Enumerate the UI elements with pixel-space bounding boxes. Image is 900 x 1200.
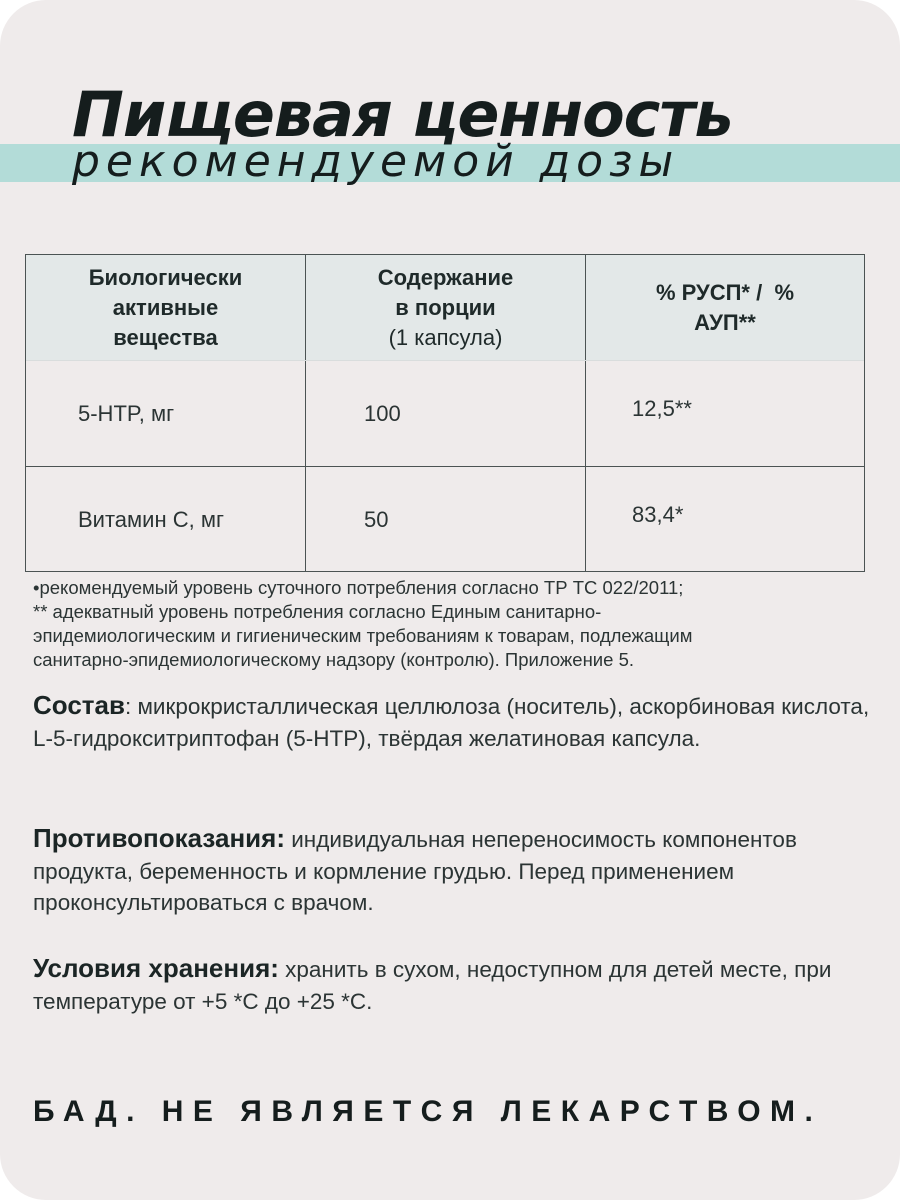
contraindications-section	[33, 823, 873, 919]
header-content	[305, 255, 585, 360]
cell-percent: 12,5**	[585, 361, 864, 467]
nutrition-table	[25, 254, 865, 572]
header-percent	[585, 255, 864, 360]
cell-amount: 100	[305, 361, 585, 467]
composition-label: Состав	[33, 690, 125, 720]
header-content-line: Содержание	[377, 264, 514, 290]
contraindications-text: индивидуальная непереносимость компонентов продукта, беременность и кормление грудью. Перед применением проконсультироваться с врачом.	[33, 827, 797, 915]
header-substances-line: активные	[112, 294, 219, 320]
storage-text: хранить в сухом, недоступном для детей месте, при температуре от +5 *С до +25 *С.	[33, 957, 832, 1014]
contraindications-label: Противопоказания:	[33, 823, 285, 853]
header-content-line: в порции	[395, 294, 496, 320]
footnote-line: •рекомендуемый уровень суточного потребления согласно ТР ТС 022/2011;	[33, 577, 684, 598]
table-header-row	[26, 255, 864, 360]
composition-section	[33, 690, 873, 754]
page-subtitle: рекомендуемой дозы	[72, 136, 680, 187]
header-content-portion: (1 капсула)	[388, 324, 503, 350]
table-row	[26, 466, 864, 572]
disclaimer-footer: БАД. НЕ ЯВЛЯЕТСЯ ЛЕКАРСТВОМ.	[33, 1095, 823, 1128]
footnote-line: санитарно-эпидемиологическому надзору (контролю). Приложение 5.	[33, 649, 634, 670]
cell-substance: Витамин С, мг	[78, 506, 224, 532]
cell-amount: 50	[305, 467, 585, 572]
table-row	[26, 360, 864, 467]
footnote-line: ** адекватный уровень потребления согласно Единым санитарно-	[33, 601, 602, 622]
header-percent-line: % РУСП* / %	[655, 279, 794, 305]
footnote-line: эпидемиологическим и гигиеническим требованиям к товарам, подлежащим	[33, 625, 693, 646]
header-substances	[26, 255, 305, 360]
header-percent-line: АУП**	[694, 309, 756, 335]
cell-percent: 83,4*	[585, 467, 864, 572]
composition-text: : микрокристаллическая целлюлоза (носитель), аскорбиновая кислота, L-5-гидрокситриптофан (5-HTP), твёрдая желатиновая капсула.	[33, 694, 870, 751]
storage-section	[33, 953, 873, 1017]
header-substances-line: вещества	[113, 324, 218, 350]
page-title: Пищевая ценность	[72, 78, 733, 151]
footnotes	[33, 576, 873, 672]
header-substances-line: Биологически	[88, 264, 243, 290]
cell-substance: 5-HTP, мг	[78, 401, 175, 426]
storage-label: Условия хранения:	[33, 953, 279, 983]
